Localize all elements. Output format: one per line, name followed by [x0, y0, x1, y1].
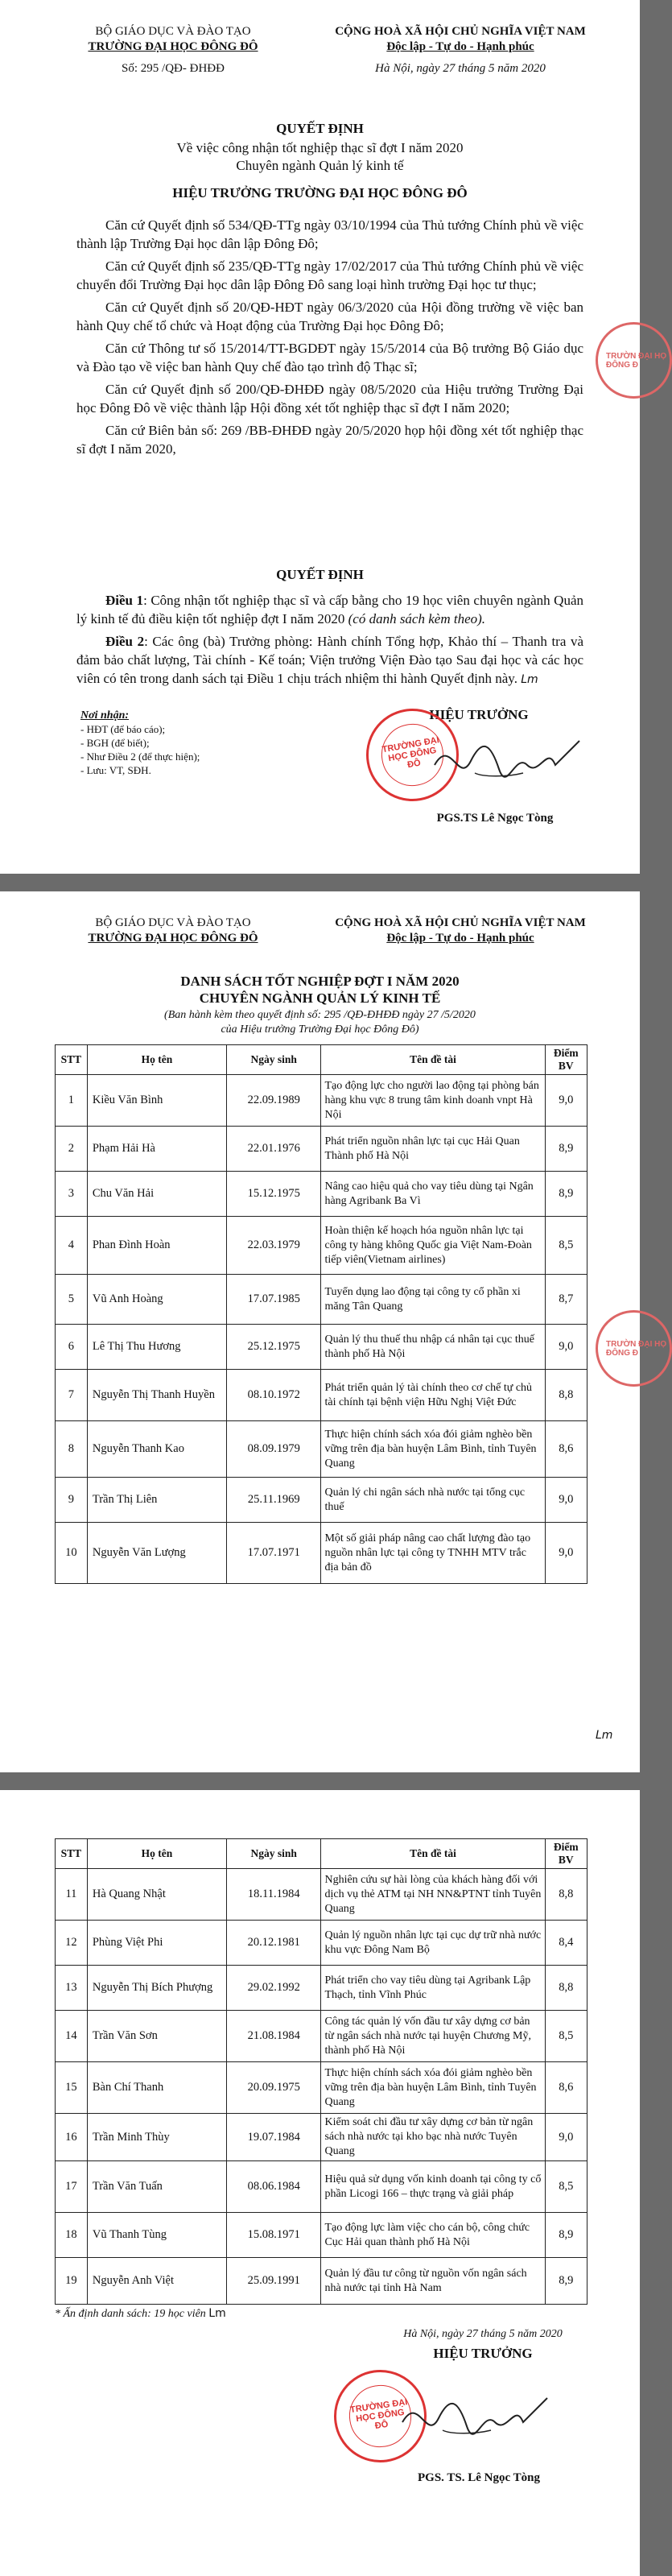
row-stt: 15	[56, 2062, 88, 2114]
ministry-name: BỘ GIÁO DỤC VÀ ĐÀO TẠO	[95, 25, 251, 38]
initials-mark: Lm	[208, 2307, 226, 2320]
table-row	[56, 1075, 587, 1127]
row-dob: 22.09.1989	[226, 1075, 321, 1127]
basis-paragraph: Căn cứ Quyết định số 20/QĐ-HĐT ngày 06/3/2020 của Hội đồng trường về việc ban hành Quy chế tổ chức và Hoạt động của Trường Đại học Đông Đô;	[76, 300, 583, 333]
signature	[394, 2386, 555, 2450]
recipient-item: - Như Điều 2 (để thực hiện);	[80, 750, 200, 763]
table-row	[56, 2213, 587, 2258]
row-score: 8,5	[545, 2161, 587, 2213]
row-stt: 10	[56, 1523, 88, 1584]
table-header-row	[56, 1839, 587, 1869]
graduates-table-part-2	[55, 1838, 587, 2305]
authority-heading: HIỆU TRƯỞNG TRƯỜNG ĐẠI HỌC ĐÔNG ĐÔ	[172, 185, 468, 201]
row-stt: 9	[56, 1478, 88, 1523]
issuer-block	[76, 916, 270, 946]
article-2	[76, 632, 583, 689]
row-stt: 2	[56, 1127, 88, 1172]
row-score: 9,0	[545, 1325, 587, 1370]
signer-name: PGS.TS Lê Ngọc Tòng	[436, 812, 554, 825]
recipient-item: - Lưu: VT, SĐH.	[80, 764, 151, 776]
col-name: Họ tên	[87, 1839, 226, 1869]
decision-date: Hà Nội, ngày 27 tháng 5 năm 2020	[375, 62, 546, 75]
initials-mark: Lm	[521, 673, 538, 686]
row-dob: 29.02.1992	[226, 1966, 321, 2011]
row-stt: 14	[56, 2011, 88, 2062]
table-row	[56, 1217, 587, 1275]
row-dob: 22.03.1979	[226, 1217, 321, 1275]
row-score: 8,9	[545, 2258, 587, 2305]
row-dob: 17.07.1971	[226, 1523, 321, 1584]
row-stt: 8	[56, 1421, 88, 1478]
row-score: 9,0	[545, 1478, 587, 1523]
row-topic: Nghiên cứu sự hài lòng của khách hàng đối với dịch vụ thẻ ATM tại NH NN&PTNT tỉnh Tuyên Quang	[321, 1869, 545, 1921]
row-score: 8,6	[545, 1421, 587, 1478]
row-score: 8,9	[545, 2213, 587, 2258]
table-row	[56, 2062, 587, 2114]
row-topic: Quản lý thu thuế thu nhập cá nhân tại cục thuế thành phố Hà Nội	[321, 1325, 545, 1370]
table-row	[56, 1172, 587, 1217]
national-heading	[324, 24, 597, 76]
col-topic: Tên đề tài	[321, 1839, 545, 1869]
row-score: 8,8	[545, 1869, 587, 1921]
col-score: Điểm BV	[545, 1839, 587, 1869]
row-topic: Thực hiện chính sách xóa đói giảm nghèo bền vững trên địa bàn huyện Lâm Bình, tỉnh Tuyên Quang	[321, 1421, 545, 1478]
row-stt: 11	[56, 1869, 88, 1921]
edge-seal	[596, 1310, 672, 1387]
row-score: 9,0	[545, 2114, 587, 2161]
row-name: Bàn Chí Thanh	[87, 2062, 226, 2114]
row-dob: 20.12.1981	[226, 1921, 321, 1966]
edge-seal-text: TRƯỜN ĐẠI HỌ ĐÔNG Đ	[606, 351, 667, 370]
row-score: 9,0	[545, 1075, 587, 1127]
list-footnote	[55, 2307, 226, 2321]
signer-title: HIỆU TRƯỞNG	[429, 707, 529, 722]
row-dob: 22.01.1976	[226, 1127, 321, 1172]
table-row	[56, 1523, 587, 1584]
footnote-text: * Ấn định danh sách: 19 học viên	[55, 2308, 206, 2320]
table-body	[56, 1869, 587, 2305]
row-dob: 25.09.1991	[226, 2258, 321, 2305]
article-1-label: Điều 1	[105, 593, 144, 608]
table-header-row	[56, 1045, 587, 1075]
row-dob: 19.07.1984	[226, 2114, 321, 2161]
col-score: Điểm BV	[545, 1045, 587, 1075]
table-body	[56, 1075, 587, 1584]
national-motto: Độc lập - Tự do - Hạnh phúc	[386, 932, 534, 945]
row-name: Trần Minh Thùy	[87, 2114, 226, 2161]
national-motto: Độc lập - Tự do - Hạnh phúc	[386, 40, 534, 53]
basis-paragraph: Căn cứ Thông tư số 15/2014/TT-BGDĐT ngày 15/5/2014 của Bộ trưởng Bộ Giáo dục và Đào tạo về việc ban hành Quy chế đào tạo trình độ Thạc sĩ;	[76, 341, 583, 374]
row-score: 8,4	[545, 1921, 587, 1966]
row-topic: Phát triển cho vay tiêu dùng tại Agribank Lập Thạch, tỉnh Vĩnh Phúc	[321, 1966, 545, 2011]
row-name: Nguyễn Thanh Kao	[87, 1421, 226, 1478]
row-score: 8,7	[545, 1275, 587, 1325]
row-topic: Phát triển quản lý tài chính theo cơ chế tự chủ tài chính tại bệnh viện Hữu Nghị Việt Đức	[321, 1370, 545, 1421]
row-name: Nguyễn Thị Bích Phượng	[87, 1966, 226, 2011]
row-dob: 08.10.1972	[226, 1370, 321, 1421]
row-name: Nguyễn Thị Thanh Huyền	[87, 1370, 226, 1421]
table-row	[56, 1127, 587, 1172]
row-stt: 18	[56, 2213, 88, 2258]
recipients-block	[80, 709, 200, 777]
table-row	[56, 1370, 587, 1421]
row-name: Phạm Hải Hà	[87, 1127, 226, 1172]
article-2-text: : Các ông (bà) Trưởng phòng: Hành chính Tổng hợp, Khảo thí – Thanh tra và đảm bảo chất lượng, Tài chính - Kế toán; Viện trưởng Viện Đào tạo Sau đại học và các học viên có tên trong danh sách tại Điều 1 chịu trách nhiệm thi hành Quyết định này.	[76, 634, 583, 686]
table-row	[56, 2161, 587, 2213]
row-name: Kiều Văn Bình	[87, 1075, 226, 1127]
table-row	[56, 1421, 587, 1478]
row-name: Nguyễn Anh Việt	[87, 2258, 226, 2305]
row-name: Phan Đình Hoàn	[87, 1217, 226, 1275]
row-dob: 21.08.1984	[226, 2011, 321, 2062]
article-2-label: Điều 2	[105, 634, 145, 649]
ministry-name: BỘ GIÁO DỤC VÀ ĐÀO TẠO	[95, 916, 251, 929]
row-score: 9,0	[545, 1523, 587, 1584]
decision-subtitle-1: Về việc công nhận tốt nghiệp thạc sĩ đợt I năm 2020	[176, 140, 464, 155]
row-dob: 18.11.1984	[226, 1869, 321, 1921]
row-topic: Thực hiện chính sách xóa đói giảm nghèo bền vững trên địa bàn huyện Lâm Bình, tỉnh Tuyên Quang	[321, 2062, 545, 2114]
legal-basis	[76, 216, 583, 462]
seal-text: TRƯỜNG ĐẠI HỌC ĐÔNG ĐÔ	[349, 2397, 409, 2432]
row-name: Chu Văn Hải	[87, 1172, 226, 1217]
row-score: 8,8	[545, 1370, 587, 1421]
row-stt: 19	[56, 2258, 88, 2305]
recipient-item: - BGH (để biết);	[80, 737, 150, 749]
row-topic: Nâng cao hiệu quả cho vay tiêu dùng tại Ngân hàng Agribank Ba Vì	[321, 1172, 545, 1217]
row-stt: 17	[56, 2161, 88, 2213]
row-name: Nguyễn Văn Lượng	[87, 1523, 226, 1584]
initials-mark: Lm	[596, 1729, 613, 1742]
seal-text: TRƯỜNG ĐẠI HỌC ĐÔNG ĐÔ	[381, 735, 440, 771]
row-topic: Hiệu quả sử dụng vốn kinh doanh tại công ty cổ phần Licogi 166 – thực trạng và giải pháp	[321, 2161, 545, 2213]
row-stt: 3	[56, 1172, 88, 1217]
row-topic: Kiểm soát chi đầu tư xây dựng cơ bản từ ngân sách nhà nước tại kho bạc nhà nước Tuyên Quang	[321, 2114, 545, 2161]
row-dob: 08.09.1979	[226, 1421, 321, 1478]
article-1-text: : Công nhận tốt nghiệp thạc sĩ và cấp bằng cho 19 học viên chuyên ngành Quản lý kinh tế đủ điều kiện tốt nghiệp đợt I năm 2020	[76, 593, 583, 626]
signer-name: PGS. TS. Lê Ngọc Tòng	[418, 2471, 540, 2484]
row-stt: 13	[56, 1966, 88, 2011]
table-row	[56, 2258, 587, 2305]
list-title: DANH SÁCH TỐT NGHIỆP ĐỢT I NĂM 2020	[180, 974, 460, 989]
row-name: Trần Văn Sơn	[87, 2011, 226, 2062]
table-row	[56, 1275, 587, 1325]
row-score: 8,9	[545, 1127, 587, 1172]
recipient-item: - HĐT (để báo cáo);	[80, 723, 166, 735]
row-topic: Tạo động lực làm việc cho cán bộ, công chức Cục Hải quan thành phố Hà Nội	[321, 2213, 545, 2258]
row-name: Trần Văn Tuấn	[87, 2161, 226, 2213]
row-score: 8,5	[545, 1217, 587, 1275]
table-row	[56, 1921, 587, 1966]
row-dob: 15.12.1975	[226, 1172, 321, 1217]
list-reference-1: (Ban hành kèm theo quyết định số: 295 /QĐ-ĐHĐĐ ngày 27 /5/2020	[164, 1009, 476, 1021]
graduates-table-part-1	[55, 1044, 587, 1584]
article-1	[76, 591, 583, 628]
table-row	[56, 1966, 587, 2011]
row-stt: 1	[56, 1075, 88, 1127]
row-topic: Tạo động lực cho người lao động tại phòng bán hàng khu vực 8 trung tâm kinh doanh vnpt Hà Nội	[321, 1075, 545, 1127]
row-name: Lê Thị Thu Hương	[87, 1325, 226, 1370]
row-stt: 4	[56, 1217, 88, 1275]
list-subtitle: CHUYÊN NGÀNH QUẢN LÝ KINH TẾ	[199, 990, 441, 1006]
row-dob: 20.09.1975	[226, 2062, 321, 2114]
row-stt: 16	[56, 2114, 88, 2161]
basis-paragraph: Căn cứ Quyết định số 534/QĐ-TTg ngày 03/10/1994 của Thủ tướng Chính phủ về việc thành lập Trường Đại học dân lập Đông Đô;	[76, 217, 583, 251]
table-row	[56, 2011, 587, 2062]
row-topic: Công tác quản lý vốn đầu tư xây dựng cơ bản từ ngân sách nhà nước tại huyện Chương Mỹ, thành phố Hà Nội	[321, 2011, 545, 2062]
university-name: TRƯỜNG ĐẠI HỌC ĐÔNG ĐÔ	[88, 40, 258, 53]
row-name: Vũ Anh Hoàng	[87, 1275, 226, 1325]
row-score: 8,9	[545, 1172, 587, 1217]
col-stt: STT	[56, 1045, 88, 1075]
row-name: Trần Thị Liên	[87, 1478, 226, 1523]
row-name: Hà Quang Nhật	[87, 1869, 226, 1921]
col-name: Họ tên	[87, 1045, 226, 1075]
table-row	[56, 2114, 587, 2161]
row-dob: 08.06.1984	[226, 2161, 321, 2213]
col-topic: Tên đề tài	[321, 1045, 545, 1075]
row-topic: Phát triển nguồn nhân lực tại cục Hải Quan Thành phố Hà Nội	[321, 1127, 545, 1172]
decision-section-title: QUYẾT ĐỊNH	[276, 567, 364, 582]
row-topic: Một số giải pháp nâng cao chất lượng đào tạo nguồn nhân lực tại công ty TNHH MTV trắc địa bản đồ	[321, 1523, 545, 1584]
row-topic: Quản lý nguồn nhân lực tại cục dự trữ nhà nước khu vực Đông Nam Bộ	[321, 1921, 545, 1966]
basis-paragraph: Căn cứ Biên bản số: 269 /BB-ĐHĐĐ ngày 20/5/2020 họp hội đồng xét tốt nghiệp thạc sĩ đợt I năm 2020,	[76, 423, 583, 457]
signer-title: HIỆU TRƯỞNG	[433, 2346, 533, 2361]
list-page-2	[0, 1790, 640, 2576]
row-topic: Tuyển dụng lao động tại công ty cổ phần xi măng Tân Quang	[321, 1275, 545, 1325]
row-topic: Hoàn thiện kế hoạch hóa nguồn nhân lực tại công ty hàng không Quốc gia Việt Nam-Đoàn tiếp viên(Vietnam airlines)	[321, 1217, 545, 1275]
issuer-block	[76, 24, 270, 76]
list-reference-2: của Hiệu trưởng Trường Đại học Đông Đô)	[221, 1023, 419, 1036]
col-stt: STT	[56, 1839, 88, 1869]
row-stt: 12	[56, 1921, 88, 1966]
row-topic: Quản lý đầu tư công từ nguồn vốn ngân sách nhà nước tại tỉnh Hà Nam	[321, 2258, 545, 2305]
edge-seal	[596, 322, 672, 399]
row-stt: 7	[56, 1370, 88, 1421]
row-score: 8,6	[545, 2062, 587, 2114]
table-row	[56, 1869, 587, 1921]
row-name: Vũ Thanh Tùng	[87, 2213, 226, 2258]
row-score: 8,8	[545, 1966, 587, 2011]
basis-paragraph: Căn cứ Quyết định số 200/QĐ-ĐHĐĐ ngày 08/5/2020 của Hiệu trưởng Trường Đại học Đông Đô về việc thành lập Hội đồng xét tốt nghiệp thạc sĩ đợt I năm 2020;	[76, 382, 583, 416]
basis-paragraph: Căn cứ Quyết định số 235/QĐ-TTg ngày 17/02/2017 của Thủ tướng Chính phủ về việc chuyển đổi Trường Đại học dân lập Đông Đô sang loại hình trường Đại học tư thục;	[76, 258, 583, 292]
list-page-1	[0, 891, 667, 1772]
row-name: Phùng Việt Phi	[87, 1921, 226, 1966]
col-dob: Ngày sinh	[226, 1839, 321, 1869]
row-dob: 25.11.1969	[226, 1478, 321, 1523]
decision-number: Số: 295 /QĐ- ĐHĐĐ	[122, 62, 225, 75]
country-name: CỘNG HOÀ XÃ HỘI CHỦ NGHĨA VIỆT NAM	[335, 916, 586, 929]
articles	[76, 591, 583, 693]
row-dob: 17.07.1985	[226, 1275, 321, 1325]
university-name: TRƯỜNG ĐẠI HỌC ĐÔNG ĐÔ	[88, 932, 258, 945]
col-dob: Ngày sinh	[226, 1045, 321, 1075]
row-score: 8,5	[545, 2011, 587, 2062]
row-dob: 15.08.1971	[226, 2213, 321, 2258]
row-stt: 6	[56, 1325, 88, 1370]
decision-title: QUYẾT ĐỊNH	[276, 121, 364, 136]
signature	[427, 729, 587, 793]
row-stt: 5	[56, 1275, 88, 1325]
document-header	[0, 24, 640, 97]
row-topic: Quản lý chi ngân sách nhà nước tại tổng cục thuế	[321, 1478, 545, 1523]
article-1-note: (có danh sách kèm theo).	[348, 611, 486, 626]
row-dob: 25.12.1975	[226, 1325, 321, 1370]
decision-page	[0, 0, 667, 874]
country-name: CỘNG HOÀ XÃ HỘI CHỦ NGHĨA VIỆT NAM	[335, 25, 586, 38]
table-row	[56, 1325, 587, 1370]
edge-seal-text: TRƯỜN ĐẠI HỌ ĐÔNG Đ	[606, 1339, 667, 1358]
recipients-title: Nơi nhận:	[80, 709, 130, 722]
table-row	[56, 1478, 587, 1523]
list-date: Hà Nội, ngày 27 tháng 5 năm 2020	[403, 2328, 563, 2340]
national-heading	[324, 916, 597, 946]
decision-subtitle-2: Chuyên ngành Quản lý kinh tế	[236, 158, 404, 173]
